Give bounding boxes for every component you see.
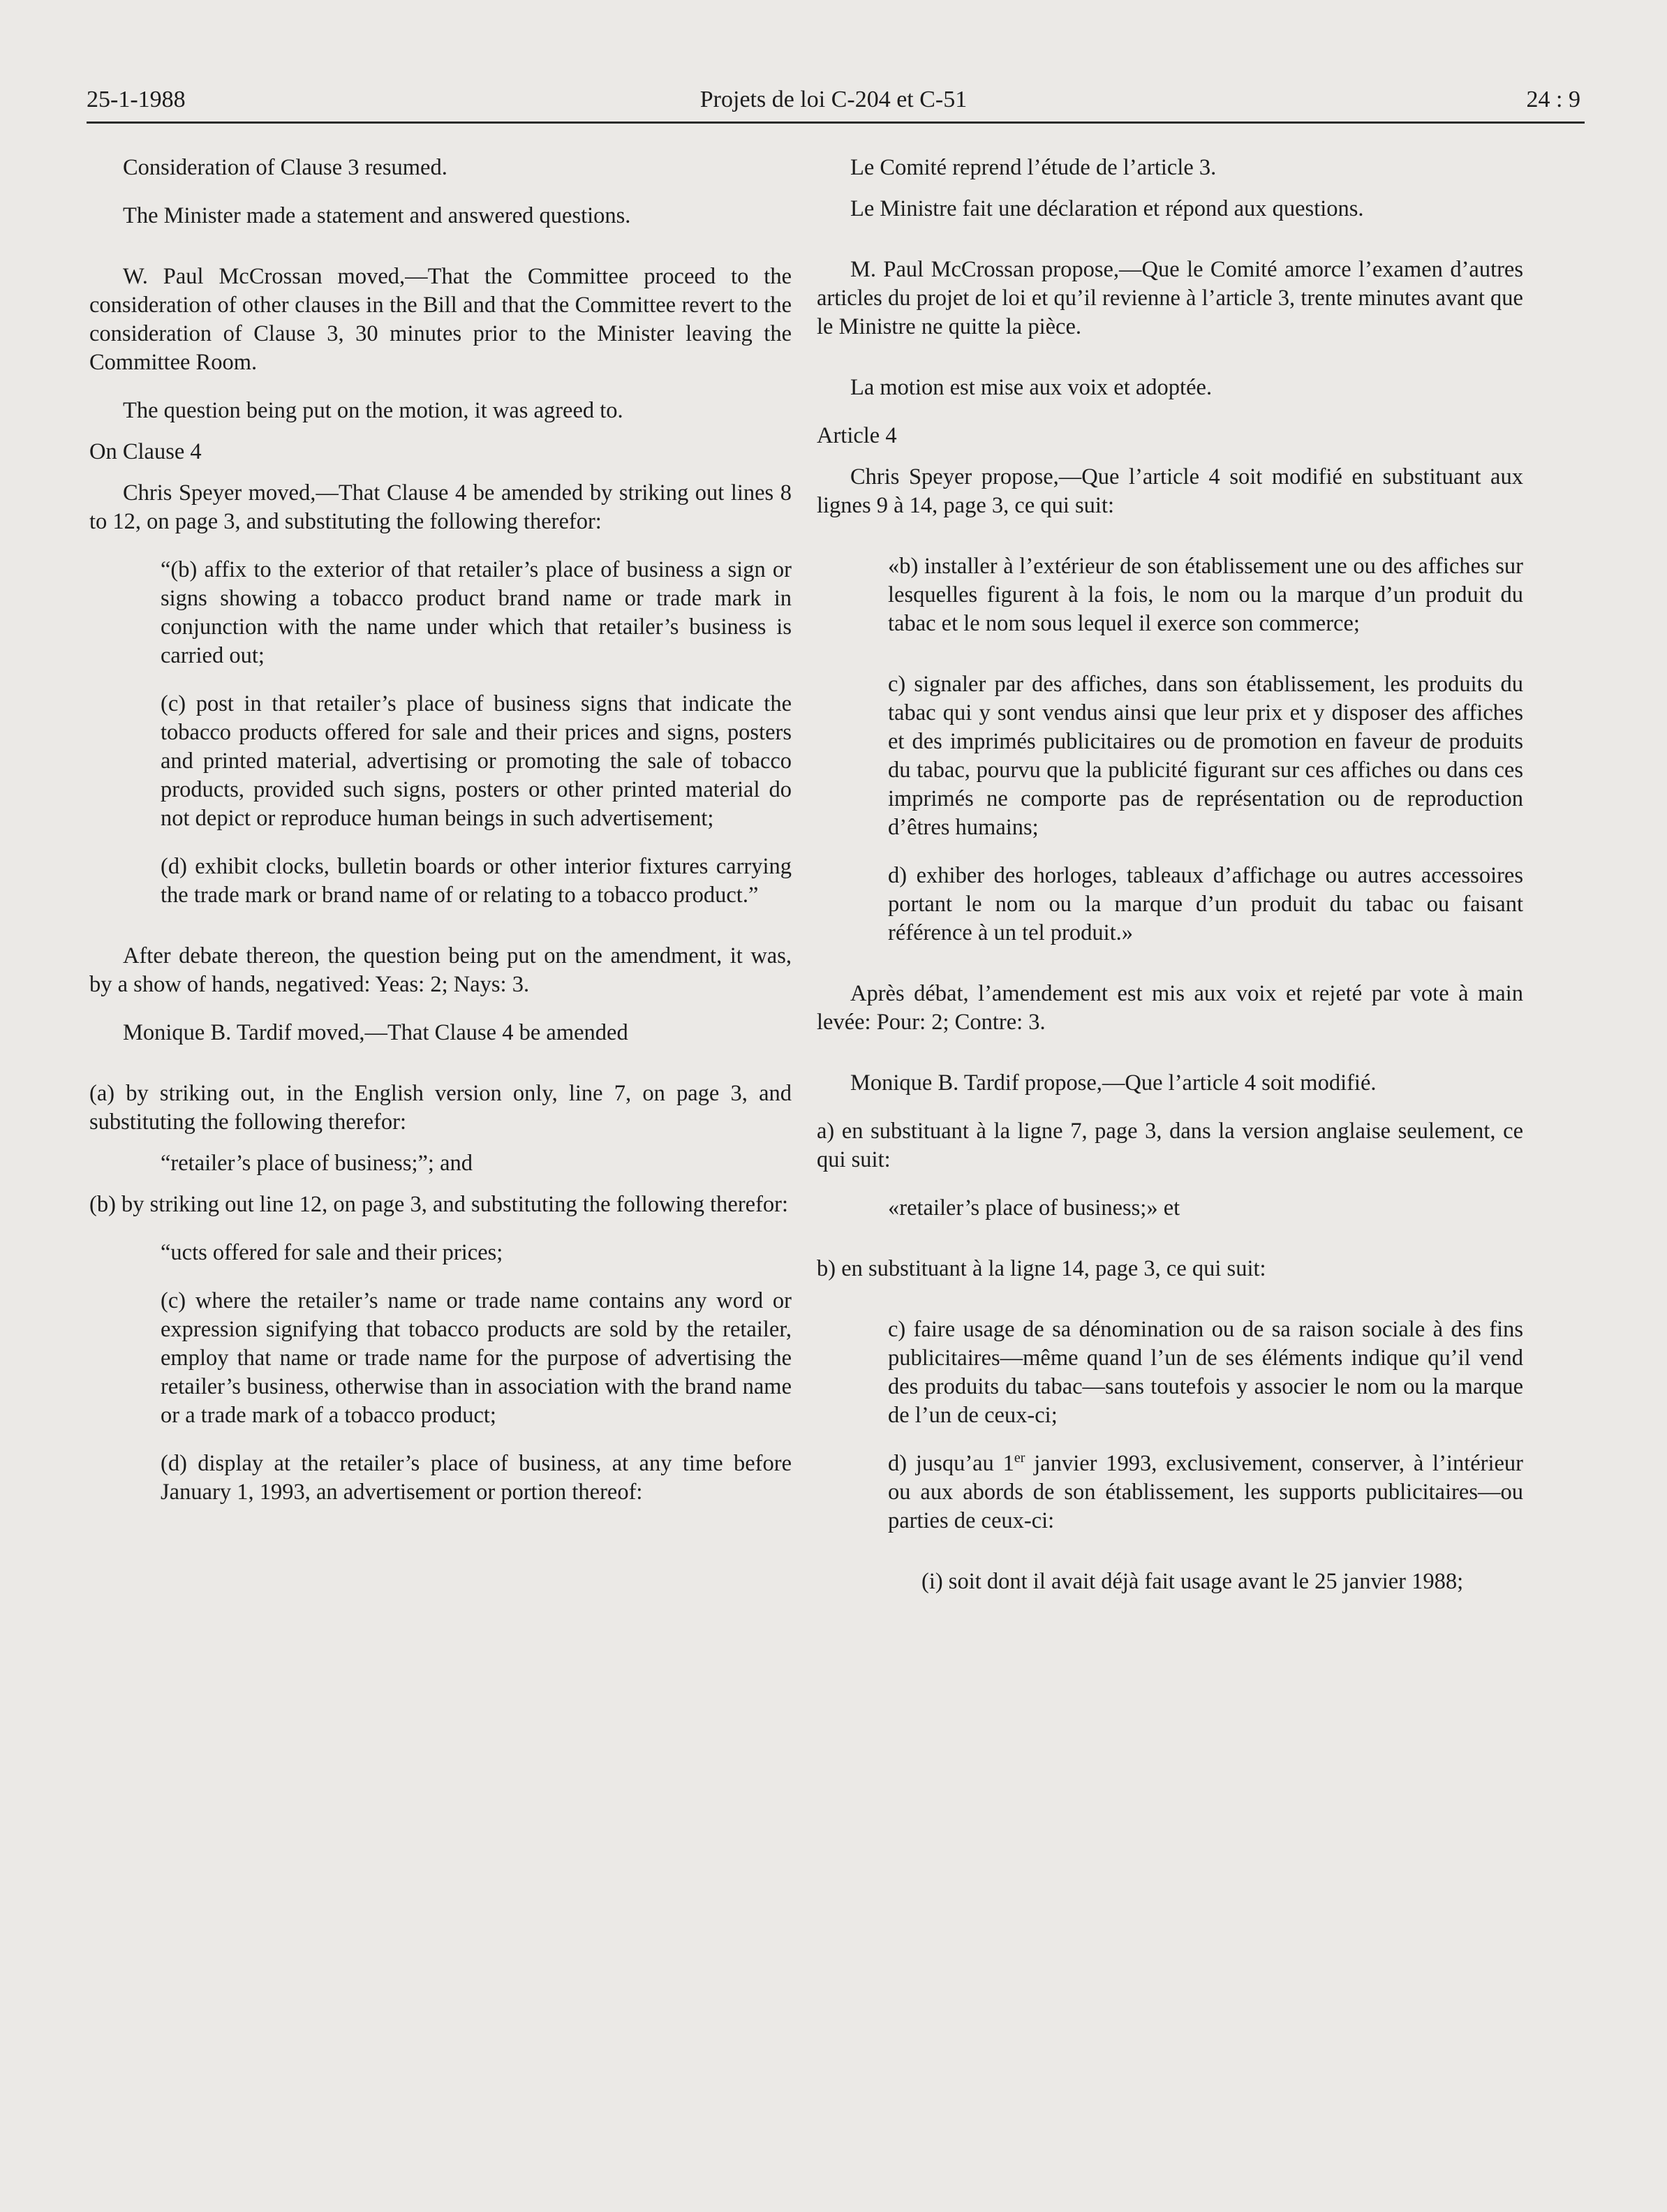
paragraph: La motion est mise aux voix et adoptée. [850,375,1213,400]
french-column [817,154,1523,1596]
paragraph: Chris Speyer moved,—That Clause 4 be amended by striking out lines 8 to 12, on page 3, and substituting the following therefor: [89,480,792,534]
paragraph: b) en substituant à la ligne 14, page 3, ce qui suit: [817,1256,1266,1281]
header-title: Projets de loi C-204 et C-51 [699,87,968,112]
paragraph: (b) by striking out line 12, on page 3, and substituting the following therefor: [89,1192,789,1217]
paragraph: a) en substituant à la ligne 7, page 3, dans la version anglaise seulement, ce qui suit: [817,1119,1523,1172]
clause-heading: On Clause 4 [89,439,202,464]
paragraph: M. Paul McCrossan propose,—Que le Comité amorce l’examen d’autres articles du projet de loi et qu’il revienne à l’article 3, trente minutes avant que le Ministre ne quitte la pièce. [817,257,1523,339]
quoted-text-part: d) jusqu’au 1 [888,1451,1014,1476]
quoted-text: “(b) affix to the exterior of that retailer’s place of business a sign or signs showing a tobacco product brand name or trade mark in conjunction with the name under which that retailer’s business is carried out; [161,557,792,668]
ordinal-superscript: er [1014,1450,1025,1466]
paragraph: Monique B. Tardif propose,—Que l’article 4 soit modifié. [850,1070,1377,1096]
paragraph: Monique B. Tardif moved,—That Clause 4 be amended [123,1020,628,1045]
quoted-text [888,1450,1523,1535]
paragraph: Le Ministre fait une déclaration et répond aux questions. [850,196,1364,221]
quoted-text: “ucts offered for sale and their prices; [161,1240,503,1265]
quoted-text: «retailer’s place of business;» et [888,1195,1180,1221]
english-column [89,154,792,1507]
header-date: 25-1-1988 [87,87,186,112]
paragraph: (a) by striking out, in the English version only, line 7, on page 3, and substituting the following therefor: [89,1081,792,1135]
quoted-text-part: janvier 1993, exclusivement, conserver, à l’intérieur ou aux abords de son établissement, les supports publicitaires—ou parties de ceux-ci: [888,1451,1523,1533]
quoted-text: (i) soit dont il avait déjà fait usage avant le 25 janvier 1988; [921,1569,1464,1594]
quoted-text: c) signaler par des affiches, dans son établissement, les produits du tabac qui y sont vendus ainsi que leur prix et y disposer des affiches et des imprimés publicitaires ou de promotion en faveur de produits du tabac, pourvu que la publicité figurant sur ces affiches ou dans ces imprimés ne comporte pas de représentation ou de reproduction d’êtres humains; [888,672,1523,840]
paragraph: Consideration of Clause 3 resumed. [123,155,447,180]
quoted-text: d) exhiber des horloges, tableaux d’affichage ou autres accessoires portant le nom ou la marque d’un produit du tabac ou faisant référence à un tel produit.» [888,863,1523,945]
paragraph: The question being put on the motion, it was agreed to. [123,398,623,423]
clause-heading: Article 4 [817,423,897,448]
quoted-text: c) faire usage de sa dénomination ou de sa raison sociale à des fins publicitaires—même quand l’un de ses éléments indique qu’il vend des produits du tabac—sans toutefois y associer le nom ou la marque de l’un de ceux-ci; [888,1317,1523,1428]
paragraph: Le Comité reprend l’étude de l’article 3. [850,155,1217,180]
quoted-text: (d) display at the retailer’s place of business, at any time before January 1, 1993, an advertisement or portion thereof: [161,1451,792,1505]
paragraph: The Minister made a statement and answered questions. [123,203,631,228]
paragraph: Chris Speyer propose,—Que l’article 4 soit modifié en substituant aux lignes 9 à 14, page 3, ce qui suit: [817,464,1523,518]
paragraph: Après débat, l’amendement est mis aux voix et rejeté par vote à main levée: Pour: 2; Contre: 3. [817,981,1523,1035]
quoted-text: (c) where the retailer’s name or trade name contains any word or expression signifying that tobacco products are sold by the retailer, employ that name or trade name for the purpose of advertising the retailer’s business, otherwise than in association with the brand name or a trade mark of a tobacco product; [161,1288,792,1428]
header-rule [87,121,1585,124]
paragraph: After debate thereon, the question being put on the amendment, it was, by a show of hands, negatived: Yeas: 2; Nays: 3. [89,943,792,997]
header-page-number: 24 : 9 [1526,87,1580,112]
page-header [87,82,1580,126]
paragraph: W. Paul McCrossan moved,—That the Committee proceed to the consideration of other clauses in the Bill and that the Committee revert to the consideration of Clause 3, 30 minutes prior to the Minister leaving the Committee Room. [89,264,792,375]
quoted-text: (c) post in that retailer’s place of business signs that indicate the tobacco products offered for sale and their prices and signs, posters and printed material, advertising or promoting the sale of tobacco products, provided such signs, posters or other printed material do not depict or reproduce human beings in such advertisement; [161,691,792,831]
quoted-text: «b) installer à l’extérieur de son établissement une ou des affiches sur lesquelles figurent à la fois, le nom ou la marque d’un produit du tabac et le nom sous lequel il exerce son commerce; [888,554,1523,636]
quoted-text: (d) exhibit clocks, bulletin boards or other interior fixtures carrying the trade mark or brand name of or relating to a tobacco product.” [161,854,792,908]
quoted-text: “retailer’s place of business;”; and [161,1151,473,1176]
